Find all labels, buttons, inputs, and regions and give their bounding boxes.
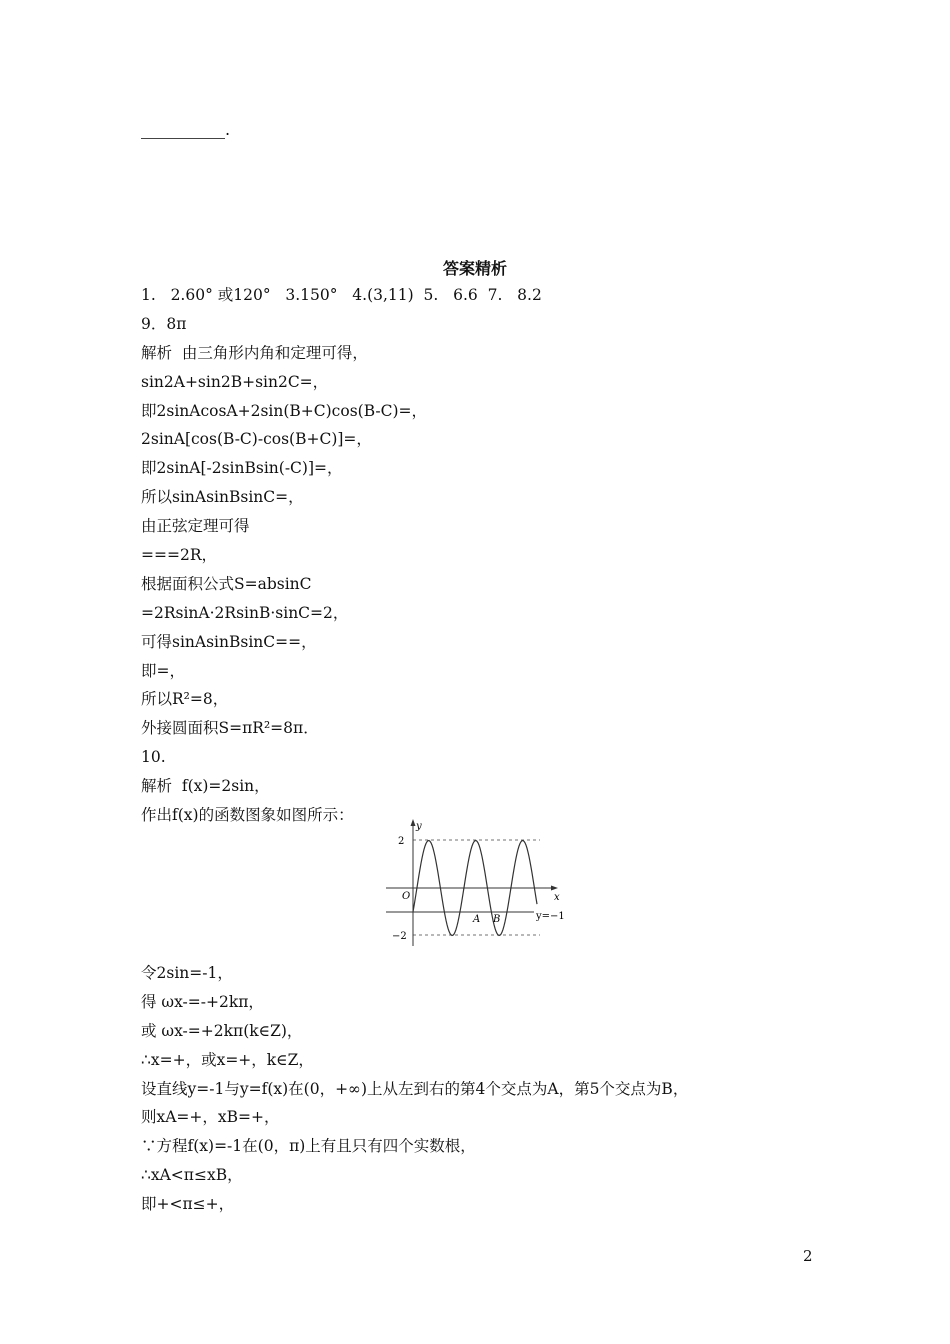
section-title: 答案精析: [442, 259, 507, 278]
text-line: 2sinA[cos(B-C)-cos(B+C)]=，: [141, 430, 372, 449]
text-line: ===2R，: [141, 546, 217, 565]
y-axis-arrow: [411, 819, 416, 826]
text-line: ∴x=+，或x=+，k∈Z，: [141, 1050, 314, 1069]
text-line: ∴xA<π≤xB，: [141, 1166, 243, 1185]
blank-suffix: .: [225, 120, 231, 139]
text-line: 解析 由三角形内角和定理可得，: [141, 343, 368, 362]
tick-label-neg2: −2: [392, 931, 407, 942]
text-line: 可得sinAsinBsinC==，: [141, 632, 317, 651]
answer-body-continued: [141, 959, 821, 1219]
point-b-label: B: [493, 914, 501, 925]
text-line: =2RsinA·2RsinB·sinC=2，: [141, 603, 349, 622]
text-line: 得 ωx-=-+2kπ，: [141, 992, 264, 1011]
text-line: ∵方程f(x)=-1在(0，π)上有且只有四个实数根，: [141, 1137, 476, 1156]
text-line: 即+<π≤+，: [141, 1195, 235, 1214]
text-line: 根据面积公式S=absinC: [141, 574, 312, 593]
blank-underline: [141, 120, 225, 139]
text-line: 外接圆面积S=πR²=8π．: [141, 719, 319, 738]
text-line: 即2sinAcosA+2sin(B+C)cos(B-C)=，: [141, 401, 428, 420]
function-graph: [382, 815, 572, 950]
text-line: 10.: [141, 748, 166, 767]
answer-body: [141, 281, 821, 830]
text-line: 令2sin=-1，: [141, 964, 233, 982]
x-axis-label: x: [554, 892, 560, 903]
text-line: 由正弦定理可得: [141, 517, 250, 536]
text-line: 即2sinA[-2sinBsin(-C)]=，: [141, 459, 343, 478]
origin-label: O: [402, 891, 411, 902]
x-axis-arrow: [551, 886, 558, 891]
text-line: 1. 2.60° 或120° 3.150° 4.(3,11) 5. 6.6 7. 8.2: [141, 286, 542, 304]
page-number: 2: [803, 1247, 813, 1265]
text-line: 设直线y=-1与y=f(x)在(0，+∞)上从左到右的第4个交点为A，第5个交点为B，: [141, 1079, 689, 1098]
text-line: 解析 f(x)=2sin，: [141, 777, 270, 796]
text-line: 即=，: [141, 661, 185, 680]
text-line: 9．8π: [141, 314, 187, 333]
text-line: 所以sinAsinBsinC=，: [141, 488, 304, 507]
text-line: 或 ωx-=+2kπ(k∈Z)，: [141, 1021, 303, 1040]
answer-blank: [141, 120, 230, 139]
y-axis-label: y: [416, 821, 422, 832]
line-label: y=−1: [536, 911, 565, 922]
text-line: 则xA=+，xB=+，: [141, 1108, 280, 1127]
graph-svg: [382, 815, 572, 950]
text-line: 所以R²=8，: [141, 690, 229, 709]
point-a-label: A: [473, 914, 481, 925]
text-line: sin2A+sin2B+sin2C=，: [141, 372, 329, 391]
tick-label-2: 2: [398, 836, 405, 847]
text-line: 作出f(x)的函数图象如图所示：: [141, 806, 354, 825]
